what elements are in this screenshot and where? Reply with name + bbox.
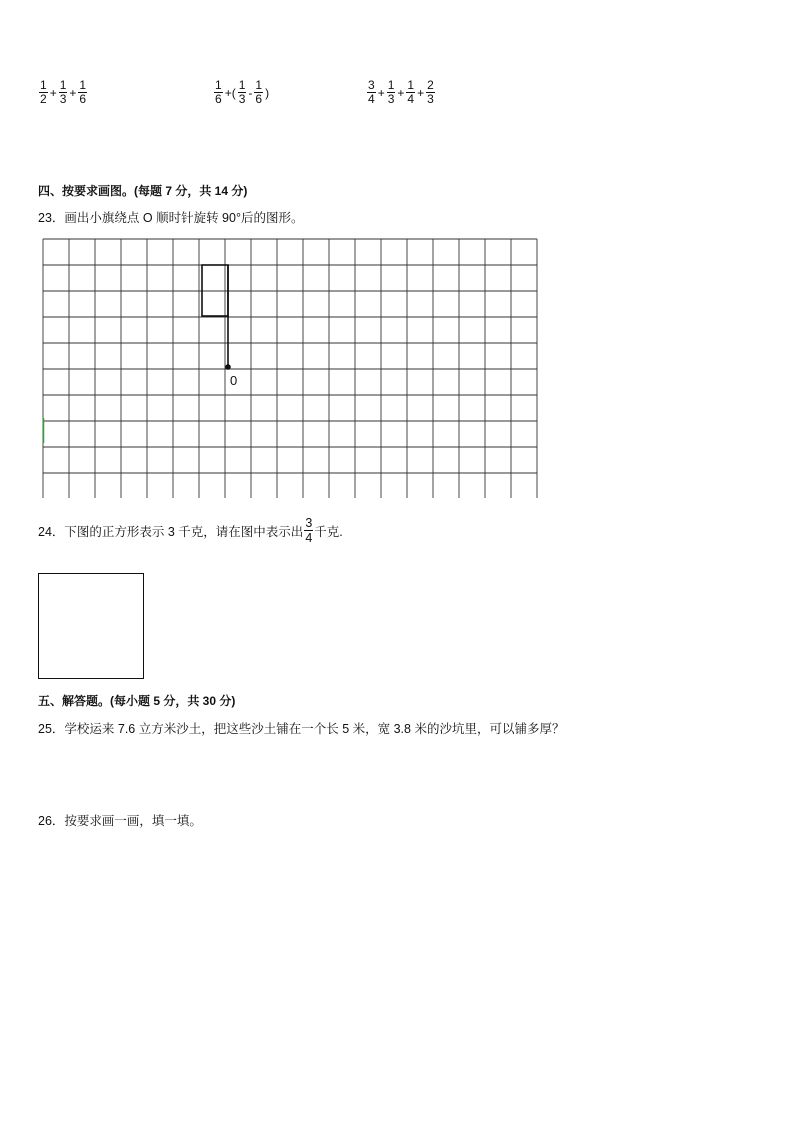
fraction xyxy=(254,79,263,106)
rotation-grid xyxy=(40,236,548,498)
square-3kg xyxy=(38,573,144,679)
operator: + xyxy=(69,85,77,100)
fraction xyxy=(406,79,415,106)
operator: +( xyxy=(224,85,236,100)
question-26-text: 26．按要求画一画，填一填。 xyxy=(38,814,202,828)
fraction-denominator: 4 xyxy=(407,92,415,106)
question-25-text: 25．学校运来 7.6 立方米沙土，把这些沙土铺在一个长 5 米，宽 3.8 米的沙坑里，可以铺多厚？ xyxy=(38,722,565,736)
point-o-label: 0 xyxy=(230,373,238,388)
question-24 xyxy=(38,516,343,545)
fraction-denominator: 3 xyxy=(427,92,434,106)
fraction-denominator: 6 xyxy=(79,92,87,106)
question-24-prefix: 24．下图的正方形表示 3 千克，请在图中表示出 xyxy=(38,524,304,539)
fraction xyxy=(78,79,87,106)
fraction xyxy=(367,79,376,106)
fraction xyxy=(214,79,223,106)
fraction-denominator: 4 xyxy=(305,531,313,545)
expression-2 xyxy=(213,79,270,106)
fraction xyxy=(39,79,48,106)
fraction-numerator: 2 xyxy=(427,78,434,92)
operator: - xyxy=(248,85,253,100)
section-4-heading: 四、按要求画图。(每题 7 分，共 14 分) xyxy=(38,184,248,198)
point-o xyxy=(225,364,231,370)
fraction-denominator: 4 xyxy=(368,92,375,106)
three-quarters-fraction xyxy=(304,516,313,545)
fraction-denominator: 6 xyxy=(255,92,263,106)
grid-lines xyxy=(43,239,537,498)
fraction xyxy=(238,79,247,106)
fraction-denominator: 3 xyxy=(59,92,67,106)
fraction-numerator: 1 xyxy=(387,78,395,92)
fraction-numerator: 1 xyxy=(40,78,47,92)
operator: + xyxy=(417,85,425,100)
expression-3 xyxy=(366,79,436,106)
operator: + xyxy=(377,85,385,100)
fraction-denominator: 6 xyxy=(215,92,222,106)
fraction-numerator: 3 xyxy=(368,78,375,92)
fraction-denominator: 3 xyxy=(238,92,246,106)
fraction-numerator: 1 xyxy=(59,78,67,92)
fraction xyxy=(426,79,435,106)
operator: + xyxy=(397,85,405,100)
expression-1 xyxy=(38,79,88,106)
fraction xyxy=(387,79,396,106)
fraction-denominator: 3 xyxy=(387,92,395,106)
fraction-numerator: 1 xyxy=(79,78,87,92)
fraction-numerator: 1 xyxy=(238,78,246,92)
fraction-numerator: 3 xyxy=(305,516,313,530)
fraction-numerator: 1 xyxy=(215,78,222,92)
fraction xyxy=(59,79,68,106)
fraction-denominator: 2 xyxy=(40,92,47,106)
operator: + xyxy=(49,85,57,100)
flag-banner xyxy=(202,265,228,316)
fraction-numerator: 1 xyxy=(255,78,263,92)
fraction-numerator: 1 xyxy=(407,78,415,92)
question-23-text: 23．画出小旗绕点 O 顺时针旋转 90°后的图形。 xyxy=(38,211,304,225)
section-5-heading: 五、解答题。(每小题 5 分，共 30 分) xyxy=(38,694,236,708)
question-24-suffix: 千克. xyxy=(314,524,343,539)
operator: ) xyxy=(265,85,270,100)
